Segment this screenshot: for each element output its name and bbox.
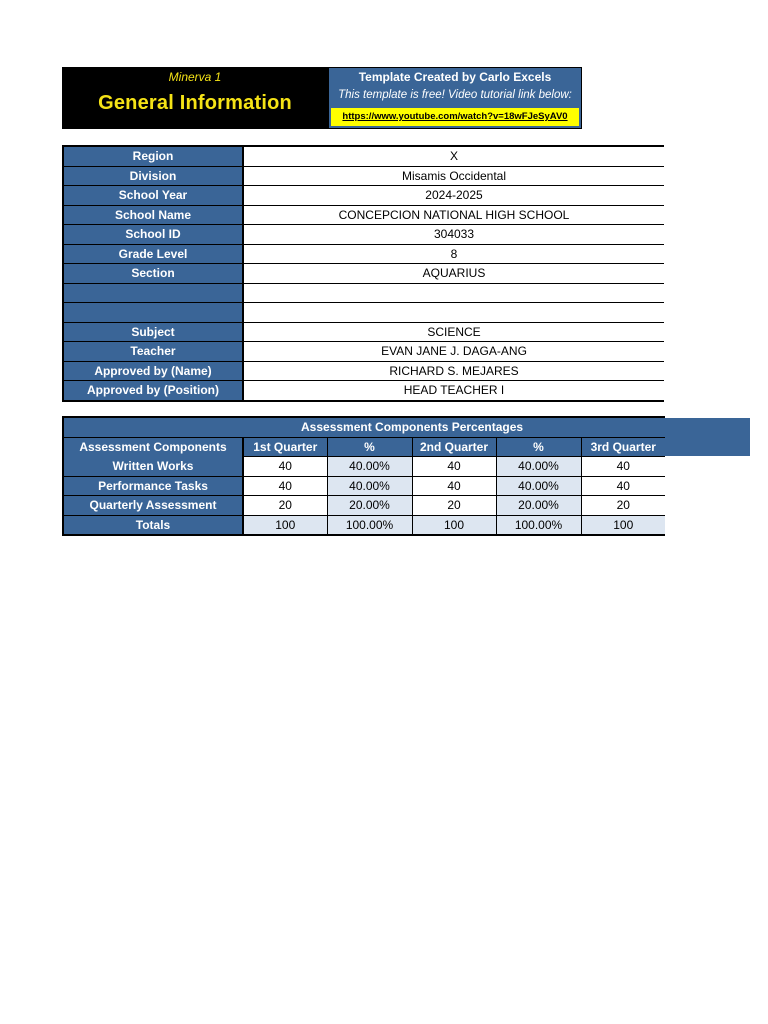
info-label: School Year: [63, 186, 243, 206]
col-header-q1: 1st Quarter: [243, 437, 327, 457]
info-label: [63, 303, 243, 323]
cell-q2-pct: 40.00%: [496, 476, 581, 496]
info-row: [63, 244, 664, 264]
table-row: [63, 496, 665, 516]
cell-q2[interactable]: 20: [412, 496, 496, 516]
info-row: [63, 283, 664, 303]
info-label: School Name: [63, 205, 243, 225]
info-row: [63, 361, 664, 381]
info-row: [63, 303, 664, 323]
info-label: Grade Level: [63, 244, 243, 264]
cell-q1[interactable]: 40: [243, 476, 327, 496]
template-credit: Template Created by Carlo Excels: [358, 70, 552, 84]
info-value[interactable]: [243, 283, 664, 303]
info-label: Approved by (Position): [63, 381, 243, 401]
components-header-row: [63, 437, 665, 457]
info-value[interactable]: 2024-2025: [243, 186, 664, 206]
cell-q2[interactable]: 40: [412, 457, 496, 477]
header-left-panel: [63, 68, 327, 128]
components-title: Assessment Components Percentages: [243, 417, 665, 437]
header-right-panel: [327, 68, 581, 128]
info-value[interactable]: SCIENCE: [243, 322, 664, 342]
row-label: Performance Tasks: [63, 476, 243, 496]
info-value[interactable]: [243, 303, 664, 323]
info-row: [63, 205, 664, 225]
info-value[interactable]: HEAD TEACHER I: [243, 381, 664, 401]
info-value[interactable]: AQUARIUS: [243, 264, 664, 284]
info-value[interactable]: CONCEPCION NATIONAL HIGH SCHOOL: [243, 205, 664, 225]
info-label: Teacher: [63, 342, 243, 362]
assessment-components-table: [62, 416, 665, 536]
cell-q2-pct: 20.00%: [496, 496, 581, 516]
info-row: [63, 342, 664, 362]
info-value[interactable]: EVAN JANE J. DAGA-ANG: [243, 342, 664, 362]
info-label: Section: [63, 264, 243, 284]
info-value[interactable]: RICHARD S. MEJARES: [243, 361, 664, 381]
info-label: Division: [63, 166, 243, 186]
info-label: Approved by (Name): [63, 361, 243, 381]
cell-q1-pct: 40.00%: [327, 457, 412, 477]
header-subtitle: Minerva 1: [168, 70, 222, 84]
info-row: [63, 381, 664, 401]
cell-q1[interactable]: 40: [243, 457, 327, 477]
cell-q3[interactable]: 20: [581, 496, 665, 516]
tutorial-link[interactable]: https://www.youtube.com/watch?v=18wFJeSyAV0: [331, 108, 579, 126]
row-label: Written Works: [63, 457, 243, 477]
cell-q1[interactable]: 20: [243, 496, 327, 516]
info-label: School ID: [63, 225, 243, 245]
table-row: [63, 457, 665, 477]
info-row: [63, 146, 664, 166]
row-label: Quarterly Assessment: [63, 496, 243, 516]
info-row: [63, 166, 664, 186]
cell-q1-total: 100: [243, 515, 327, 535]
info-row: [63, 264, 664, 284]
cell-q2-pct-total: 100.00%: [496, 515, 581, 535]
components-title-row: [63, 417, 665, 437]
col-header-q2-pct: %: [496, 437, 581, 457]
cell-q3[interactable]: 40: [581, 476, 665, 496]
info-label: [63, 283, 243, 303]
cell-q1-pct: 20.00%: [327, 496, 412, 516]
page-title: General Information: [98, 92, 292, 114]
col-header-q1-pct: %: [327, 437, 412, 457]
cell-q2[interactable]: 40: [412, 476, 496, 496]
info-value[interactable]: Misamis Occidental: [243, 166, 664, 186]
info-row: [63, 322, 664, 342]
info-value[interactable]: 304033: [243, 225, 664, 245]
info-row: [63, 225, 664, 245]
info-value[interactable]: X: [243, 146, 664, 166]
info-value[interactable]: 8: [243, 244, 664, 264]
totals-row: [63, 515, 665, 535]
cell-q1-pct: 40.00%: [327, 476, 412, 496]
cell-q3-total: 100: [581, 515, 665, 535]
info-label: Subject: [63, 322, 243, 342]
general-info-table: [62, 145, 664, 402]
cell-q2-pct: 40.00%: [496, 457, 581, 477]
cell-q3[interactable]: 40: [581, 457, 665, 477]
col-header-components: Assessment Components: [63, 437, 243, 457]
col-header-q3: 3rd Quarter: [581, 437, 665, 457]
row-label: Totals: [63, 515, 243, 535]
components-header-overflow: [664, 418, 750, 456]
cell-q2-total: 100: [412, 515, 496, 535]
info-row: [63, 186, 664, 206]
header-banner: [62, 67, 582, 129]
col-header-q2: 2nd Quarter: [412, 437, 496, 457]
table-row: [63, 476, 665, 496]
components-title-spacer: [63, 417, 243, 437]
cell-q1-pct-total: 100.00%: [327, 515, 412, 535]
template-note: This template is free! Video tutorial link below:: [338, 89, 572, 101]
info-label: Region: [63, 146, 243, 166]
